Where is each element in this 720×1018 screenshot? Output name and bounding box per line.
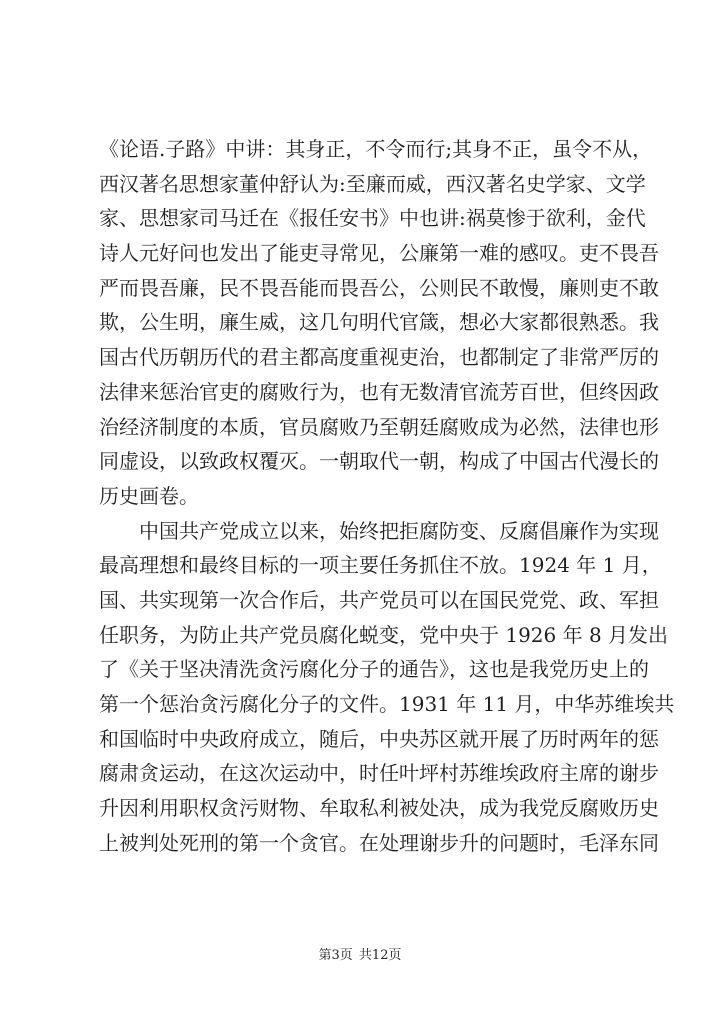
text-line: 历史画卷。 [99, 483, 199, 508]
text-line: 家、思想家司马迁在《报任安书》中也讲:祸莫惨于欲利，金代 [99, 206, 646, 231]
text-line: 腐肃贪运动，在这次运动中，时任叶坪村苏维埃政府主席的谢步 [99, 761, 659, 786]
text-line: 上被判处死刑的第一个贪官。在处理谢步升的问题时，毛泽东同 [99, 830, 659, 855]
paragraph-1 [99, 132, 659, 514]
text-line: 中国共产党成立以来，始终把拒腐防变、反腐倡廉作为实现 [139, 518, 659, 543]
text-line: 国、共实现第一次合作后，共产党员可以在国民党党、政、军担 [99, 587, 659, 612]
text-line: 诗人元好问也发出了能吏寻常见，公廉第一难的感叹。吏不畏吾 [99, 241, 659, 266]
document-body [99, 132, 675, 860]
text-line: 西汉著名思想家董仲舒认为:至廉而威，西汉著名史学家、文学 [99, 171, 646, 196]
page-number-footer: 第3页 共12页 [318, 948, 402, 963]
text-line: 第一个惩治贪污腐化分子的文件。1931 年 11 月，中华苏维埃共 [99, 692, 675, 716]
text-line: 《论语.子路》中讲：其身正，不令而行;其身不正，虽令不从， [99, 137, 653, 161]
text-line: 最高理想和最终目标的一项主要任务抓住不放。1924 年 1 月， [99, 553, 662, 578]
text-line: 治经济制度的本质，官员腐败乃至朝廷腐败成为必然，法律也形 [99, 414, 659, 439]
text-line: 严而畏吾廉，民不畏吾能而畏吾公，公则民不敢慢，廉则吏不敢 [99, 275, 659, 300]
text-line: 了《关于坚决清洗贪污腐化分子的通告》，这也是我党历史上的 [99, 657, 649, 682]
text-line: 升因利用职权贪污财物、牟取私利被处决，成为我党反腐败历史 [99, 796, 659, 821]
text-line: 任职务，为防止共产党员腐化蜕变，党中央于 1926 年 8 月发出 [99, 622, 669, 647]
text-line: 国古代历朝历代的君主都高度重视吏治，也都制定了非常严厉的 [99, 345, 659, 370]
paragraph-2 [99, 514, 675, 861]
text-line: 欺，公生明，廉生威，这几句明代官箴，想必大家都很熟悉。我 [99, 310, 659, 335]
text-line: 法律来惩治官吏的腐败行为，也有无数清官流芳百世，但终因政 [99, 379, 659, 404]
text-line: 同虚设，以致政权覆灭。一朝取代一朝，构成了中国古代漫长的 [99, 449, 659, 474]
text-line: 和国临时中央政府成立，随后，中央苏区就开展了历时两年的惩 [99, 726, 659, 751]
